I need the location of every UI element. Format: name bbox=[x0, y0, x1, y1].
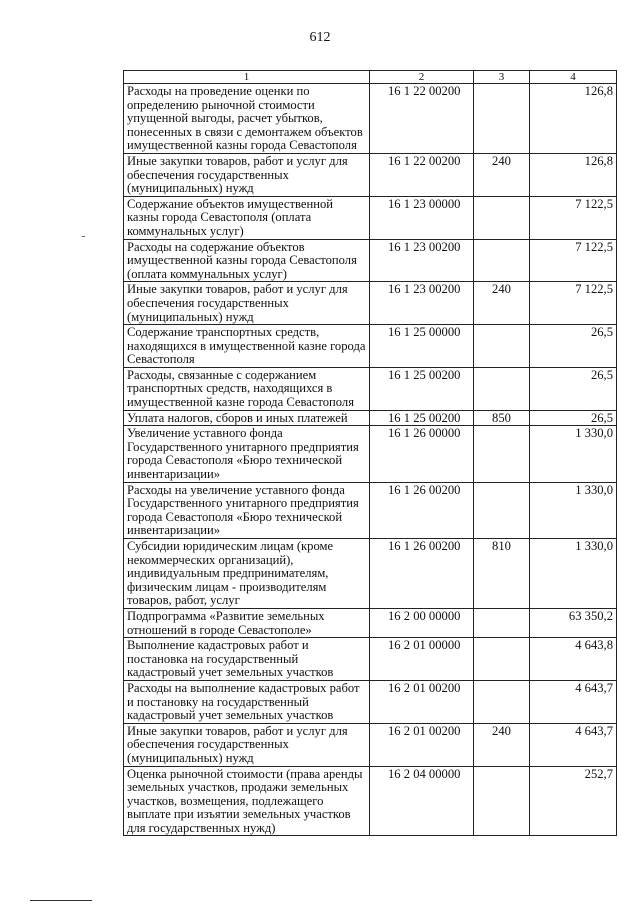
row-sum: 26,5 bbox=[530, 367, 617, 410]
row-type bbox=[474, 608, 530, 637]
table-row bbox=[124, 84, 617, 154]
table-row bbox=[124, 282, 617, 325]
row-code: 16 2 01 00000 bbox=[370, 638, 474, 681]
table-row bbox=[124, 367, 617, 410]
table-row bbox=[124, 196, 617, 239]
row-code: 16 2 01 00200 bbox=[370, 723, 474, 766]
row-name: Оценка рыночной стоимости (права аренды земельных участков, продажи земельных участков, возмещения, подлежащего выплате при изъятии земельных участков для государственных нужд) bbox=[124, 766, 370, 836]
row-name: Уплата налогов, сборов и иных платежей bbox=[124, 410, 370, 426]
row-sum: 1 330,0 bbox=[530, 426, 617, 482]
row-name: Расходы на увеличение уставного фонда Государственного унитарного предприятия города Севастополя «Бюро технической инвентаризации» bbox=[124, 482, 370, 538]
footer-rule bbox=[30, 900, 92, 901]
row-name: Расходы на выполнение кадастровых работ и постановку на государственный кадастровый учет земельных участков bbox=[124, 680, 370, 723]
row-sum: 4 643,8 bbox=[530, 638, 617, 681]
table-row bbox=[124, 539, 617, 609]
row-type bbox=[474, 482, 530, 538]
table-row bbox=[124, 410, 617, 426]
row-sum: 126,8 bbox=[530, 84, 617, 154]
row-code: 16 1 22 00200 bbox=[370, 84, 474, 154]
row-type bbox=[474, 196, 530, 239]
page-number: 612 bbox=[309, 30, 331, 45]
row-name: Расходы на проведение оценки по определению рыночной стоимости упущенной выгоды, расчет убытков, понесенных в связи с демонтажем объектов имущественной казны города Севастополя bbox=[124, 84, 370, 154]
header-col-1: 1 bbox=[124, 71, 370, 84]
table-row bbox=[124, 426, 617, 482]
table-header-row bbox=[124, 71, 617, 84]
table-row bbox=[124, 239, 617, 282]
row-code: 16 2 00 00000 bbox=[370, 608, 474, 637]
row-type: 810 bbox=[474, 539, 530, 609]
row-name: Расходы на содержание объектов имущественной казны города Севастополя (оплата коммунальных услуг) bbox=[124, 239, 370, 282]
row-sum: 7 122,5 bbox=[530, 196, 617, 239]
header-col-4: 4 bbox=[530, 71, 617, 84]
row-sum: 1 330,0 bbox=[530, 539, 617, 609]
header-col-3: 3 bbox=[474, 71, 530, 84]
table-row bbox=[124, 723, 617, 766]
row-type bbox=[474, 325, 530, 368]
table-row bbox=[124, 766, 617, 836]
row-sum: 7 122,5 bbox=[530, 239, 617, 282]
row-sum: 26,5 bbox=[530, 325, 617, 368]
table-row bbox=[124, 153, 617, 196]
row-type: 850 bbox=[474, 410, 530, 426]
row-type bbox=[474, 426, 530, 482]
row-code: 16 1 23 00200 bbox=[370, 282, 474, 325]
row-sum: 26,5 bbox=[530, 410, 617, 426]
table-row bbox=[124, 680, 617, 723]
row-type bbox=[474, 84, 530, 154]
row-type bbox=[474, 680, 530, 723]
row-sum: 4 643,7 bbox=[530, 680, 617, 723]
row-name: Подпрограмма «Развитие земельных отношений в городе Севастополе» bbox=[124, 608, 370, 637]
row-code: 16 1 26 00000 bbox=[370, 426, 474, 482]
row-sum: 4 643,7 bbox=[530, 723, 617, 766]
row-name: Иные закупки товаров, работ и услуг для обеспечения государственных (муниципальных) нужд bbox=[124, 282, 370, 325]
row-code: 16 1 25 00200 bbox=[370, 410, 474, 426]
row-code: 16 1 25 00200 bbox=[370, 367, 474, 410]
row-code: 16 1 26 00200 bbox=[370, 482, 474, 538]
row-sum: 63 350,2 bbox=[530, 608, 617, 637]
row-name: Содержание транспортных средств, находящихся в имущественной казне города Севастополя bbox=[124, 325, 370, 368]
row-sum: 252,7 bbox=[530, 766, 617, 836]
row-code: 16 1 23 00200 bbox=[370, 239, 474, 282]
row-type bbox=[474, 367, 530, 410]
stray-mark bbox=[82, 236, 85, 237]
row-code: 16 1 26 00200 bbox=[370, 539, 474, 609]
row-name: Содержание объектов имущественной казны города Севастополя (оплата коммунальных услуг) bbox=[124, 196, 370, 239]
budget-table bbox=[123, 70, 617, 836]
row-name: Иные закупки товаров, работ и услуг для обеспечения государственных (муниципальных) нужд bbox=[124, 723, 370, 766]
row-code: 16 2 01 00200 bbox=[370, 680, 474, 723]
table-row bbox=[124, 482, 617, 538]
row-name: Увеличение уставного фонда Государственного унитарного предприятия города Севастополя «Бюро технической инвентаризации» bbox=[124, 426, 370, 482]
row-name: Выполнение кадастровых работ и постановка на государственный кадастровый учет земельных участков bbox=[124, 638, 370, 681]
table-row bbox=[124, 638, 617, 681]
row-type bbox=[474, 638, 530, 681]
row-sum: 1 330,0 bbox=[530, 482, 617, 538]
row-type: 240 bbox=[474, 153, 530, 196]
row-name: Субсидии юридическим лицам (кроме некоммерческих организаций), индивидуальным предпринимателям, физическим лицам - производителям товаров, работ, услуг bbox=[124, 539, 370, 609]
row-code: 16 1 25 00000 bbox=[370, 325, 474, 368]
row-sum: 7 122,5 bbox=[530, 282, 617, 325]
row-type bbox=[474, 239, 530, 282]
table-row bbox=[124, 608, 617, 637]
row-type: 240 bbox=[474, 723, 530, 766]
row-name: Иные закупки товаров, работ и услуг для обеспечения государственных (муниципальных) нужд bbox=[124, 153, 370, 196]
row-type: 240 bbox=[474, 282, 530, 325]
row-code: 16 2 04 00000 bbox=[370, 766, 474, 836]
row-type bbox=[474, 766, 530, 836]
row-name: Расходы, связанные с содержанием транспортных средств, находящихся в имущественной казне города Севастополя bbox=[124, 367, 370, 410]
row-code: 16 1 22 00200 bbox=[370, 153, 474, 196]
row-code: 16 1 23 00000 bbox=[370, 196, 474, 239]
header-col-2: 2 bbox=[370, 71, 474, 84]
table-row bbox=[124, 325, 617, 368]
row-sum: 126,8 bbox=[530, 153, 617, 196]
